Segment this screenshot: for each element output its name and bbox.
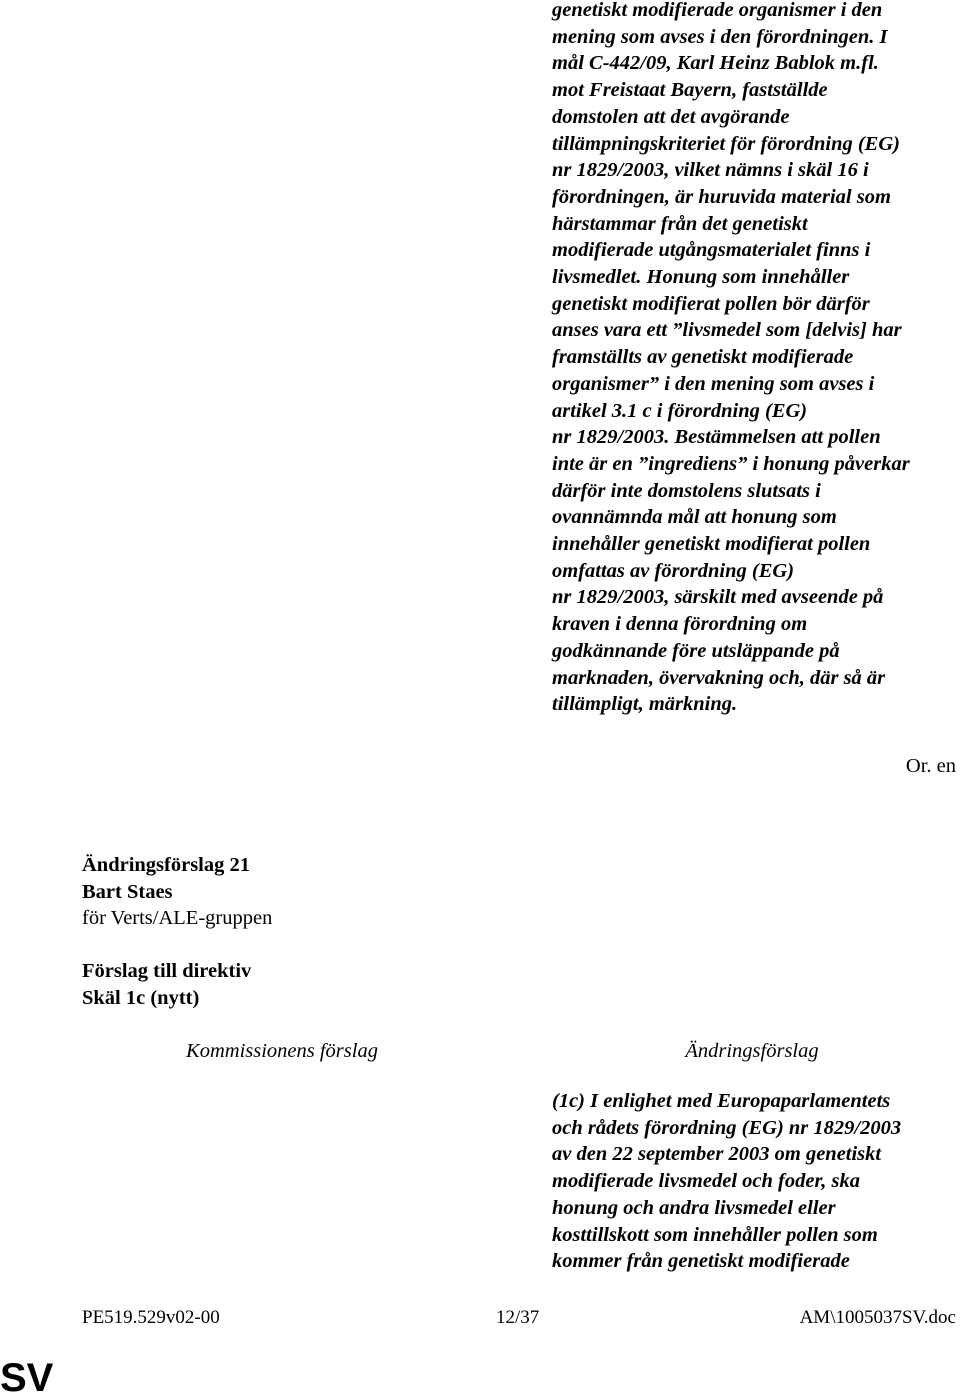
text-line: modifierade utgångsmaterialet finns i [552, 239, 871, 262]
amendment-text-line: (1c) I enlighet med Europaparlamentets [552, 1090, 891, 1112]
text-line: ovannämnda mål att honung som [552, 506, 837, 529]
text-line: därför inte domstolens slutsats i [552, 479, 821, 502]
text-line: livsmedlet. Honung som innehåller [552, 266, 850, 289]
text-line: nr 1829/2003, vilket nämns i skäl 16 i [552, 159, 869, 182]
text-line: inte är en ”ingrediens” i honung påverkar [552, 452, 910, 475]
text-line: nr 1829/2003, särskilt med avseende på [552, 586, 884, 609]
text-line: mot Freistaat Bayern, fastställde [552, 79, 828, 102]
commission-proposal-heading: Kommissionens förslag [186, 1040, 378, 1062]
text-line: domstolen att det avgörande [552, 105, 790, 128]
footer-page-number: 12/37 [496, 1307, 540, 1328]
amendment-text-line: kosttillskott som innehåller pollen som [552, 1223, 878, 1246]
amendment-author: Bart Staes [82, 880, 173, 903]
amendment-text-line: kommer från genetiskt modifierade [552, 1250, 850, 1273]
text-line: tillämpningskriteriet för förordning (EG) [552, 132, 900, 155]
text-line: innehåller genetiskt modifierat pollen [552, 533, 871, 556]
proposal-reference [82, 958, 251, 1011]
text-line: omfattas av förordning (EG) [552, 559, 795, 582]
amendment-text [552, 1088, 952, 1275]
proposal-type: Förslag till direktiv [82, 960, 252, 982]
text-line: genetiskt modifierade organismer i den [552, 0, 883, 21]
text-line: nr 1829/2003. Bestämmelsen att pollen [552, 426, 881, 449]
footer-file-name: AM\1005037SV.doc [799, 1307, 956, 1328]
text-line: kraven i denna förordning om [552, 613, 808, 636]
text-line: marknaden, övervakning och, där så är [552, 666, 886, 689]
text-line: godkännande före utsläppande på [552, 639, 840, 662]
amendment-text-line: och rådets förordning (EG) nr 1829/2003 [552, 1116, 902, 1139]
text-line: förordningen, är huruvida material som [552, 185, 891, 208]
text-line: mening som avses i den förordningen. I [552, 25, 888, 48]
continued-justification-text [552, 0, 952, 718]
proposal-recital: Skäl 1c (nytt) [82, 986, 200, 1009]
amendment-number: Ändringsförslag 21 [82, 854, 251, 876]
text-line: framställts av genetiskt modifierade [552, 346, 854, 369]
text-line: genetiskt modifierat pollen bör därför [552, 292, 870, 315]
amendment-text-line: honung och andra livsmedel eller [552, 1196, 836, 1219]
text-line: mål C-442/09, Karl Heinz Bablok m.fl. [552, 52, 879, 75]
text-line: anses vara ett ”livsmedel som [delvis] har [552, 319, 902, 342]
amendment-text-line: modifierade livsmedel och foder, ska [552, 1170, 861, 1193]
amendment-header [82, 852, 272, 932]
text-line: härstammar från det genetiskt [552, 212, 808, 235]
language-code-mark: SV [0, 1356, 54, 1400]
text-line: organismer” i den mening som avses i [552, 372, 875, 395]
text-line: tillämpligt, märkning. [552, 693, 738, 716]
original-language-note: Or. en [905, 755, 956, 777]
amendment-group: för Verts/ALE-gruppen [82, 907, 273, 930]
amendment-column-heading: Ändringsförslag [685, 1040, 819, 1062]
amendment-text-line: av den 22 september 2003 om genetiskt [552, 1143, 882, 1166]
footer-doc-ref: PE519.529v02-00 [82, 1307, 220, 1328]
text-line: artikel 3.1 c i förordning (EG) [552, 399, 808, 422]
